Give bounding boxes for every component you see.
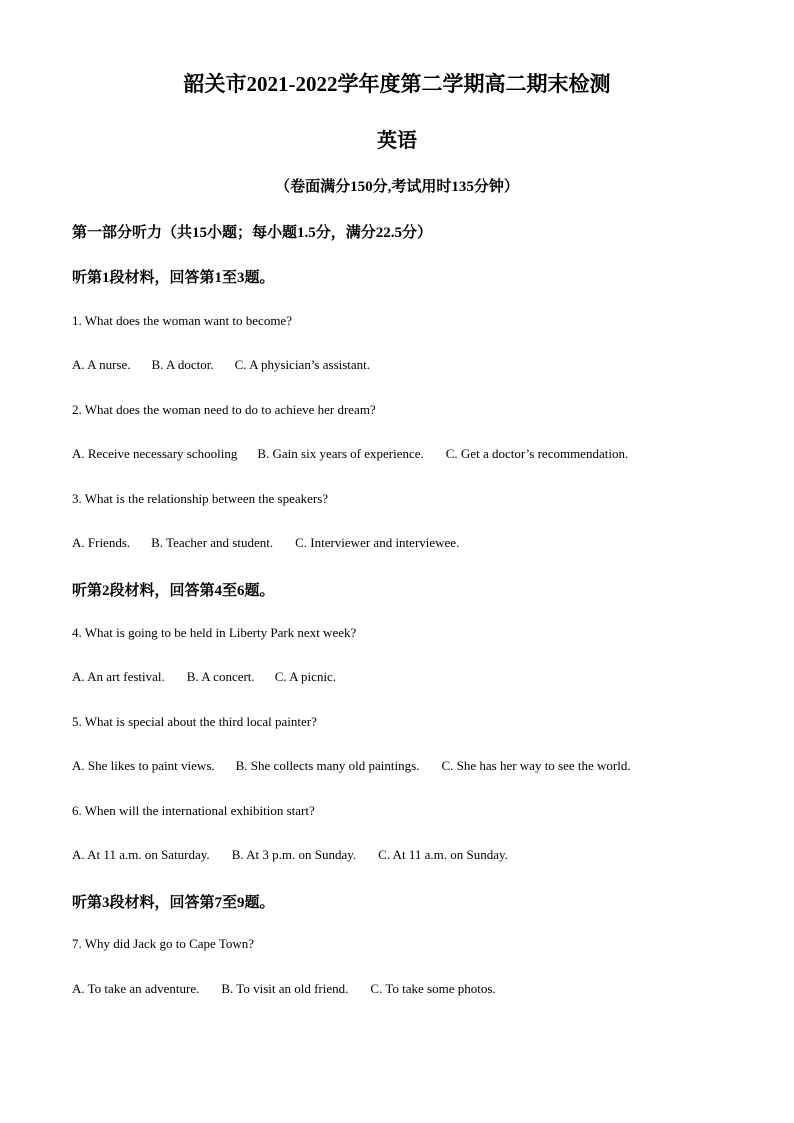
option-a: A. A nurse. <box>72 357 131 372</box>
section-heading: 听第3段材料，回答第7至9题。 <box>72 895 275 911</box>
question-options <box>72 446 628 462</box>
option-b: B. Gain six years of experience. <box>257 446 424 461</box>
question-text: 2. What does the woman need to do to achieve her dream? <box>72 402 376 417</box>
option-c: C. Interviewer and interviewee. <box>295 535 460 550</box>
option-c: C. At 11 a.m. on Sunday. <box>378 847 508 862</box>
question-options <box>72 535 459 551</box>
option-a: A. Receive necessary schooling <box>72 446 238 461</box>
question-text: 3. What is the relationship between the speakers? <box>72 491 329 506</box>
option-b: B. Teacher and student. <box>151 535 274 550</box>
question-text: 1. What does the woman want to become? <box>72 313 292 328</box>
section-heading: 听第1段材料，回答第1至3题。 <box>72 270 275 286</box>
question-text: 7. Why did Jack go to Cape Town? <box>72 936 255 951</box>
option-a: A. To take an adventure. <box>72 981 200 996</box>
exam-note: （卷面满分150分,考试用时135分钟） <box>275 179 519 195</box>
option-c: C. A physician’s assistant. <box>234 357 371 372</box>
question-text: 5. What is special about the third local painter? <box>72 714 317 729</box>
option-c: C. She has her way to see the world. <box>441 758 631 773</box>
question-options <box>72 669 336 685</box>
question-options <box>72 847 508 863</box>
part-heading: 第一部分听力（共15小题；每小题1.5分，满分22.5分） <box>72 225 433 241</box>
option-c: C. A picnic. <box>274 669 337 684</box>
question-text: 6. When will the international exhibition start? <box>72 803 315 818</box>
option-b: B. At 3 p.m. on Sunday. <box>231 847 357 862</box>
option-b: B. To visit an old friend. <box>221 981 349 996</box>
option-c: C. Get a doctor’s recommendation. <box>445 446 629 461</box>
option-c: C. To take some photos. <box>370 981 496 996</box>
option-b: B. A concert. <box>186 669 255 684</box>
question-text: 4. What is going to be held in Liberty Park next week? <box>72 625 357 640</box>
question-options <box>72 357 370 373</box>
option-a: A. Friends. <box>72 535 131 550</box>
option-a: A. At 11 a.m. on Saturday. <box>72 847 210 862</box>
exam-title: 韶关市2021-2022学年度第二学期高二期末检测 <box>183 72 611 96</box>
section-heading: 听第2段材料，回答第4至6题。 <box>72 583 275 599</box>
option-a: A. She likes to paint views. <box>72 758 215 773</box>
option-a: A. An art festival. <box>72 669 165 684</box>
option-b: B. She collects many old paintings. <box>235 758 420 773</box>
option-b: B. A doctor. <box>151 357 214 372</box>
subject-title: 英语 <box>377 130 417 152</box>
question-options <box>72 758 631 774</box>
question-options <box>72 981 496 997</box>
